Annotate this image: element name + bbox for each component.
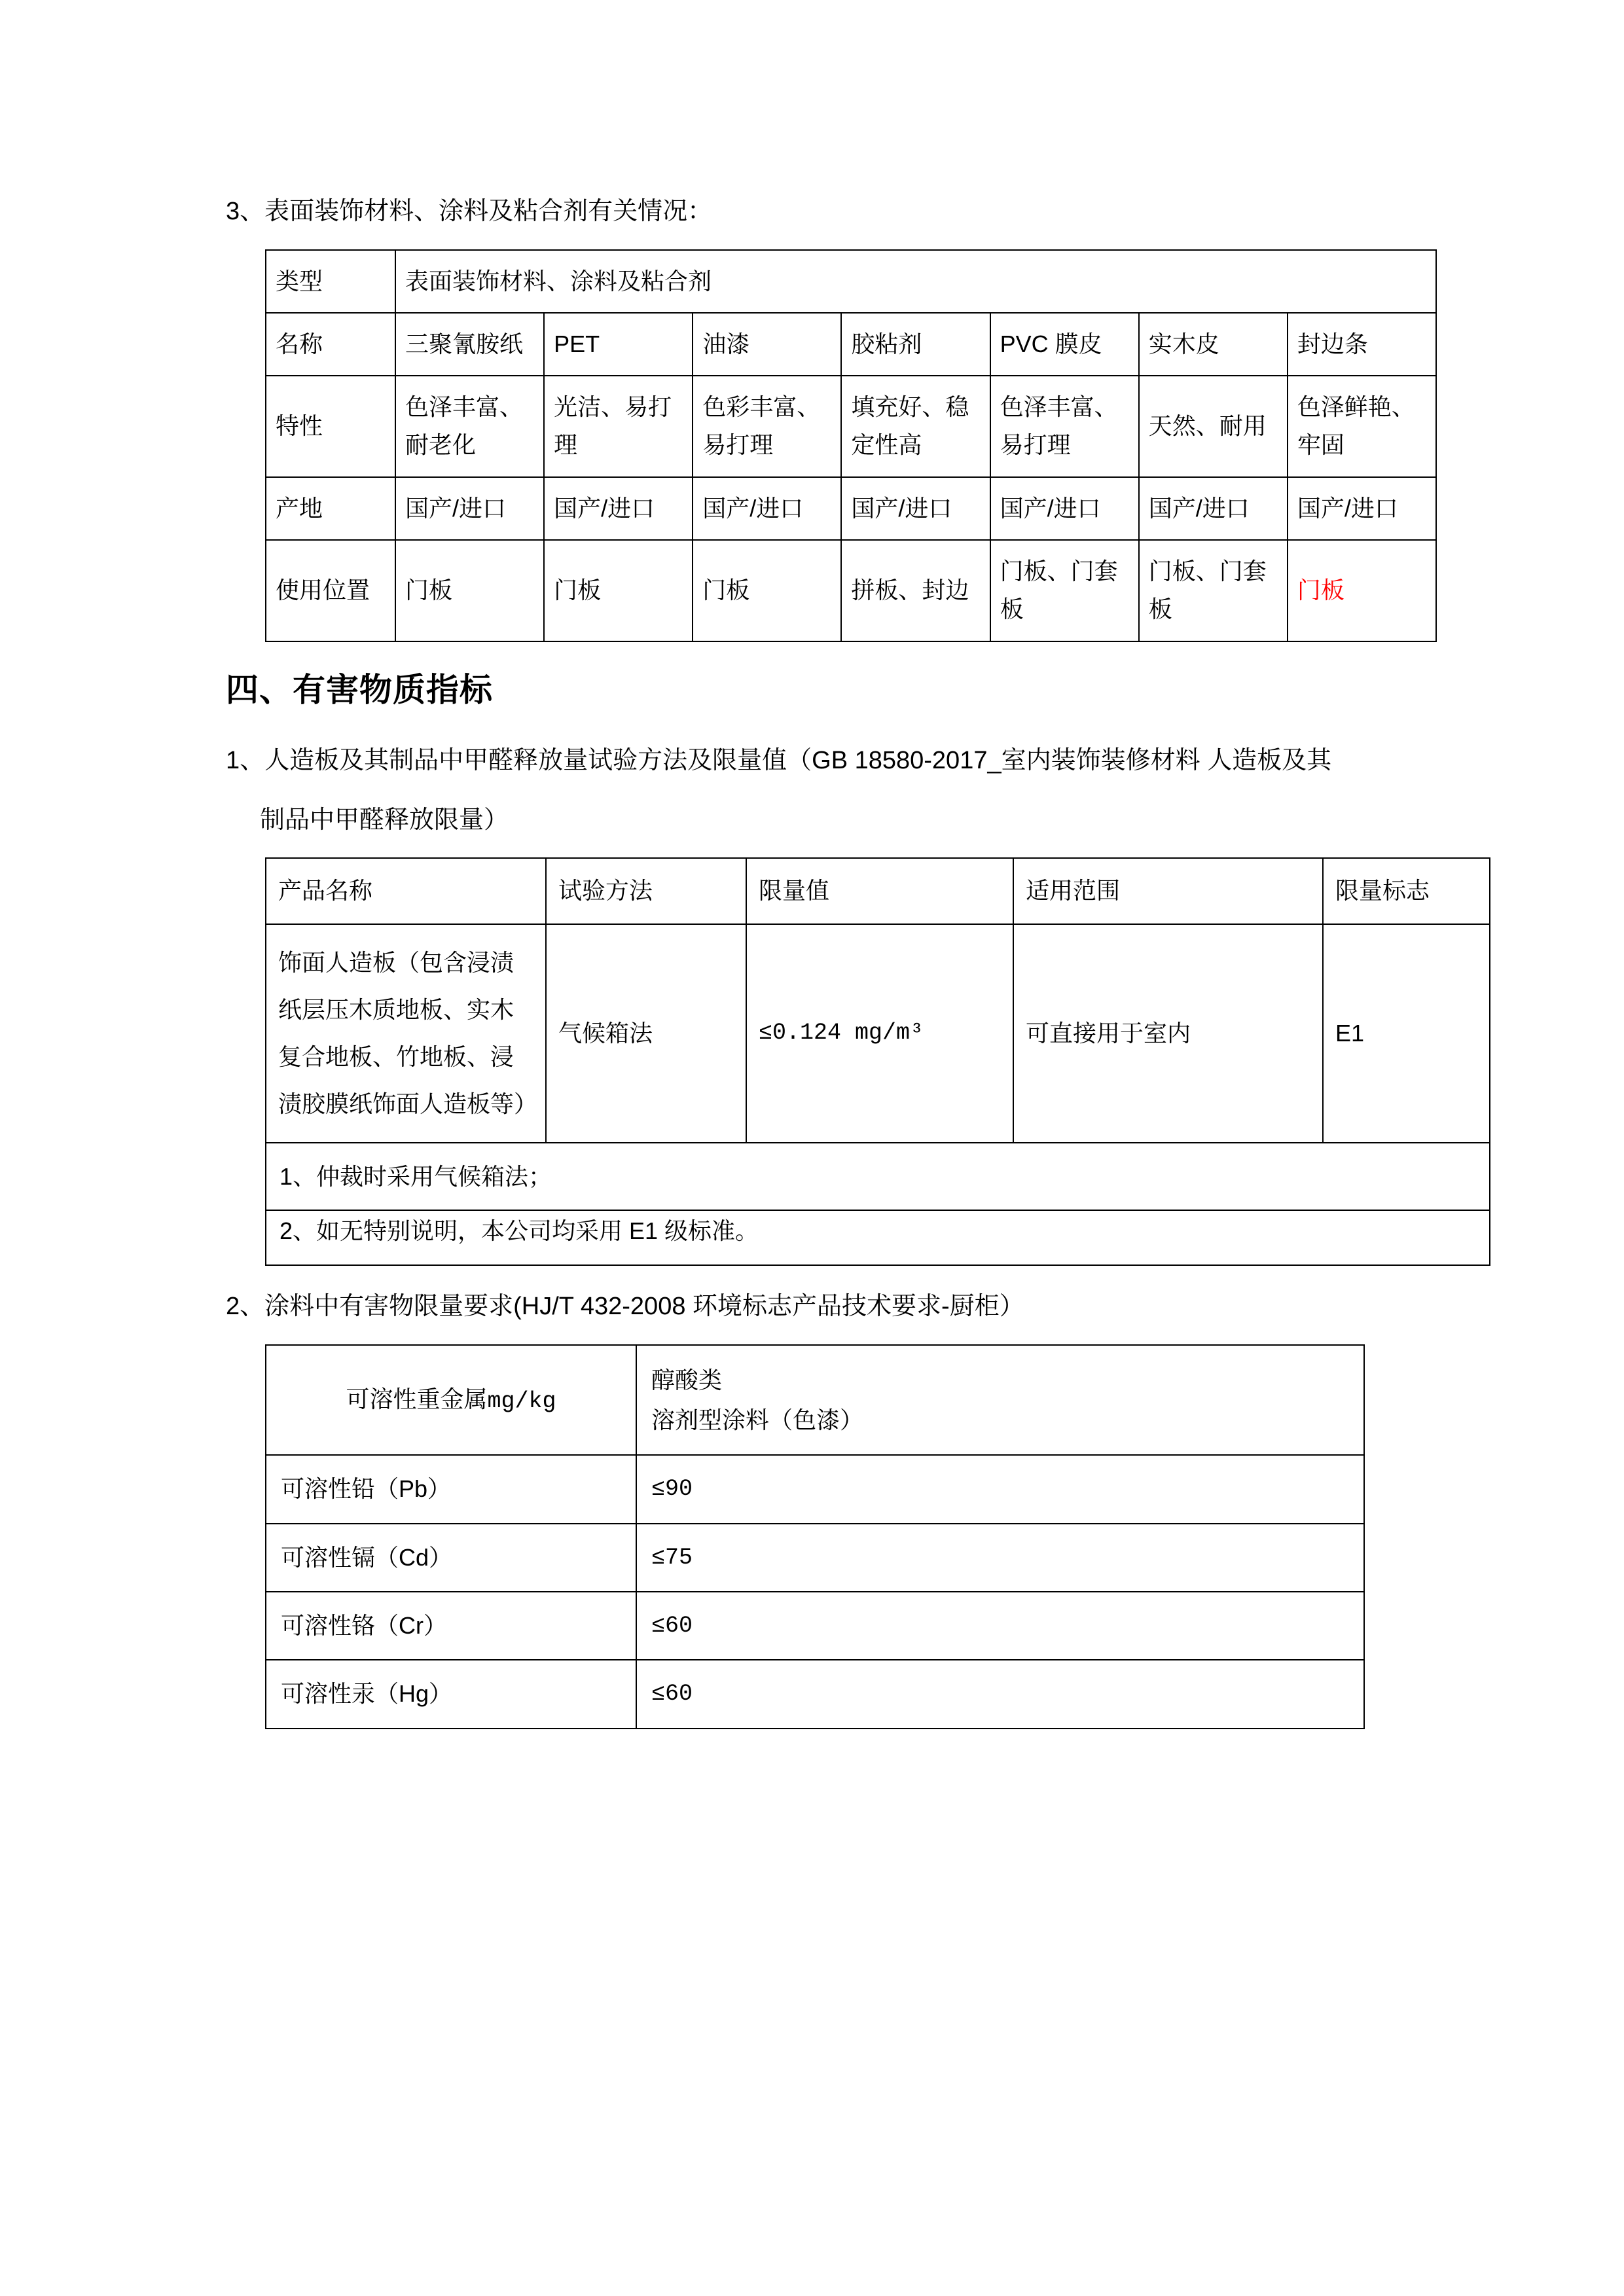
- table-note-row: [266, 1143, 1490, 1211]
- table-cell: 胶粘剂: [841, 313, 990, 376]
- table-cell: 门板、门套板: [1139, 540, 1288, 641]
- row-label-origin: 产地: [266, 477, 395, 540]
- type-value-cell: 表面装饰材料、涂料及粘合剂: [395, 250, 1436, 313]
- table-cell: 实木皮: [1139, 313, 1288, 376]
- row-label-usage: 使用位置: [266, 540, 395, 641]
- table-cell: 国产/进口: [395, 477, 544, 540]
- table-cell: 门板: [395, 540, 544, 641]
- coating-type-line1: 醇酸类: [651, 1367, 723, 1394]
- table-cell: 国产/进口: [841, 477, 990, 540]
- table-cell: 国产/进口: [1288, 477, 1436, 540]
- table-cell: 拼板、封边: [841, 540, 990, 641]
- coating-heavy-metal-table: [265, 1344, 1365, 1729]
- section-4-item1-line2: 制品中甲醛释放限量）: [260, 806, 509, 834]
- table-cell: 光洁、易打理: [544, 376, 693, 477]
- cell-metal-name: 可溶性镉（Cd）: [266, 1524, 636, 1592]
- table-note-1: 1、仲裁时采用气候箱法；: [266, 1143, 1490, 1211]
- table-row: [266, 1592, 1364, 1660]
- cell-metal-limit: ≤75: [636, 1524, 1364, 1592]
- table-cell: 色泽丰富、易打理: [990, 376, 1139, 477]
- cell-product-name: 饰面人造板（包含浸渍纸层压木质地板、实木复合地板、竹地板、浸渍胶膜纸饰面人造板等）: [266, 924, 546, 1143]
- page-title: 四、有害物质指标: [226, 671, 493, 708]
- table-row: [266, 1455, 1364, 1523]
- table-cell: 国产/进口: [1139, 477, 1288, 540]
- table-row: [266, 477, 1436, 540]
- column-header-scope: 适用范围: [1013, 858, 1323, 924]
- table-cell: 填充好、稳定性高: [841, 376, 990, 477]
- section-4-item2-line1: 2、涂料中有害物限量要求(HJ/T 432-2008 环境标志产品技术要求-厨柜）: [226, 1292, 1024, 1320]
- table-cell: PVC 膜皮: [990, 313, 1139, 376]
- table-row: [266, 1524, 1364, 1592]
- formaldehyde-limit-table: [265, 857, 1490, 1266]
- column-header-product-name: 产品名称: [266, 858, 546, 924]
- table-row: [266, 1660, 1364, 1728]
- table-row: [266, 376, 1436, 477]
- section-3-heading: 3、表面装饰材料、涂料及粘合剂有关情况：: [226, 198, 713, 225]
- cell-metal-name: 可溶性铅（Pb）: [266, 1455, 636, 1523]
- section-4-item1-line1: 1、人造板及其制品中甲醛释放量试验方法及限量值（GB 18580-2017_室内装饰装修材料 人造板及其: [226, 746, 1332, 774]
- table-cell: 门板、门套板: [990, 540, 1139, 641]
- table-cell: 天然、耐用: [1139, 376, 1288, 477]
- header-label-text: 可溶性重金属: [346, 1385, 488, 1412]
- table-row: [266, 313, 1436, 376]
- table-cell: 国产/进口: [990, 477, 1139, 540]
- table-row: [266, 540, 1436, 641]
- table-row: [266, 250, 1436, 313]
- table-cell: 门板: [544, 540, 693, 641]
- table-cell: 色泽鲜艳、牢固: [1288, 376, 1436, 477]
- table-cell: 油漆: [693, 313, 841, 376]
- table-cell-highlighted: 门板: [1288, 540, 1436, 641]
- row-label-name: 名称: [266, 313, 395, 376]
- cell-metal-limit: ≤60: [636, 1660, 1364, 1728]
- cell-metal-limit: ≤60: [636, 1592, 1364, 1660]
- table-cell: 门板: [693, 540, 841, 641]
- table-note-row: [266, 1210, 1490, 1265]
- cell-limit-value: ≤0.124 mg/m³: [746, 924, 1013, 1143]
- cell-metal-name: 可溶性铬（Cr）: [266, 1592, 636, 1660]
- row-label-property: 特性: [266, 376, 395, 477]
- column-header-soluble-heavy-metal: [266, 1345, 636, 1455]
- cell-metal-name: 可溶性汞（Hg）: [266, 1660, 636, 1728]
- column-header-test-method: 试验方法: [546, 858, 746, 924]
- coating-type-line2: 溶剂型涂料（色漆）: [651, 1407, 864, 1434]
- table-note-2: 2、如无特别说明，本公司均采用 E1 级标准。: [266, 1210, 1490, 1265]
- column-header-limit-value: 限量值: [746, 858, 1013, 924]
- column-header-limit-mark: 限量标志: [1323, 858, 1490, 924]
- column-header-coating-type: [636, 1345, 1364, 1455]
- header-unit-text: mg/kg: [487, 1388, 556, 1414]
- table-row: [266, 924, 1490, 1143]
- table-header-row: [266, 858, 1490, 924]
- table-cell: 色泽丰富、耐老化: [395, 376, 544, 477]
- table-cell: 国产/进口: [693, 477, 841, 540]
- cell-metal-limit: ≤90: [636, 1455, 1364, 1523]
- cell-limit-mark: E1: [1323, 924, 1490, 1143]
- type-label-cell: 类型: [266, 250, 395, 313]
- table-cell: PET: [544, 313, 693, 376]
- cell-scope: 可直接用于室内: [1013, 924, 1323, 1143]
- table-header-row: [266, 1345, 1364, 1455]
- cell-test-method: 气候箱法: [546, 924, 746, 1143]
- table-cell: 国产/进口: [544, 477, 693, 540]
- surface-material-table: [265, 249, 1437, 642]
- table-cell: 封边条: [1288, 313, 1436, 376]
- table-cell: 色彩丰富、易打理: [693, 376, 841, 477]
- table-cell: 三聚氰胺纸: [395, 313, 544, 376]
